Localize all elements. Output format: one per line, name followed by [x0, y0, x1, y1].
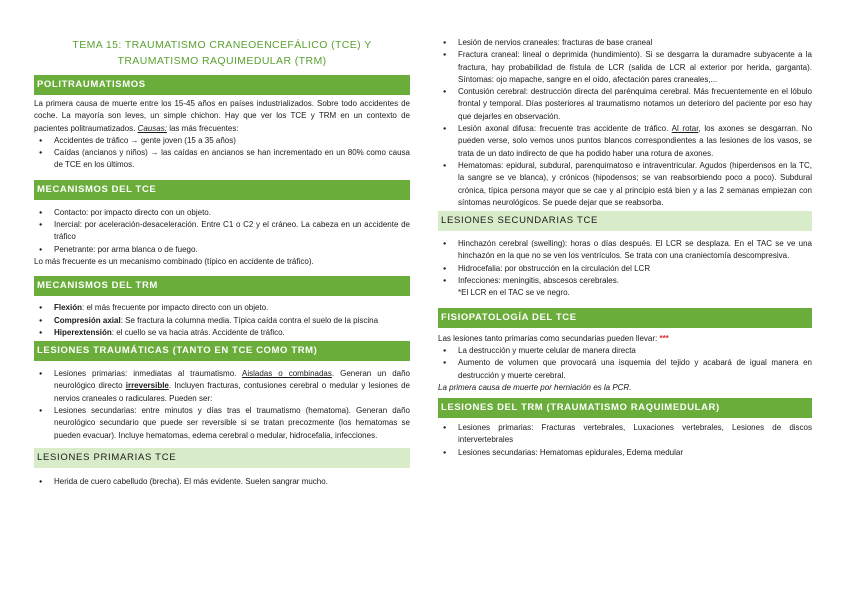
- list-item: [34, 327, 410, 339]
- list-item: [438, 123, 812, 160]
- list-item: [34, 368, 410, 405]
- list-item: ● Lesiones secundarias: Hematomas epidurales, Edema medular: [438, 447, 812, 459]
- item-term: Flexión: [54, 303, 83, 313]
- list-item: ● Hematomas: epidural, subdural, parenquimatoso e intraventricular. Agudos (hiperdensos en la TC, la sangre se ve blanca), y crónicos (hipodensos; se van reabsorbiendo poco a poco). Subdural crónica, típica persona mayor que se cae y al principio está bien y a las 2 semanas empiezan con síntomas neurológicos. Se puede dejar que se reabsorba.: [438, 160, 812, 209]
- heading-lesiones-secundarias-tce: LESIONES SECUNDARIAS TCE: [438, 211, 812, 231]
- fisio-intro-text: Las lesiones tanto primarias como secundarias pueden llevar:: [438, 333, 660, 343]
- heading-politraumatismos: POLITRAUMATISMOS: [34, 75, 410, 95]
- item-term: Hiperextensión: [54, 327, 112, 337]
- lesiones-primarias-tce-cont-list: [438, 37, 812, 209]
- lcr-note: *El LCR en el TAC se ve negro.: [458, 288, 570, 298]
- list-item: ● Herida de cuero cabelludo (brecha). El más evidente. Suelen sangrar mucho.: [34, 476, 410, 488]
- politrauma-intro: [34, 98, 410, 135]
- lesiones-traumaticas-list: [34, 368, 410, 442]
- mecanismos-tce-list: [34, 207, 410, 256]
- title-line-1: TEMA 15: TRAUMATISMO CRANEOENCEFÁLICO (TCE) Y: [72, 39, 372, 51]
- item-text: Lesiones primarias: inmediatas al traumatismo.: [54, 369, 242, 379]
- heading-lesiones-traumaticas: LESIONES TRAUMÁTICAS (TANTO EN TCE COMO TRM): [34, 341, 410, 361]
- item-text: . Generan un daño neurológico directo: [54, 369, 411, 391]
- politrauma-list: [34, 135, 410, 172]
- page-title: [34, 37, 410, 69]
- item-term: Compresión axial: [54, 315, 121, 325]
- item-text: : Se fractura la columna media. Típica caída contra el suelo de la piscina: [120, 315, 379, 325]
- list-item: ● Contusión cerebral: destrucción directa del parénquima cerebral. Más frecuentemente en el lóbulo frontal y temporal. Días posteriores al traumatismo notamos un deterioro del paciente por eso hay que dejarles en observación.: [438, 86, 812, 123]
- stars-mark: ***: [659, 333, 669, 343]
- title-line-2: TRAUMATISMO RAQUIMEDULAR (TRM): [117, 55, 327, 67]
- item-irreversible: irreversible: [125, 381, 169, 391]
- right-column: [438, 0, 812, 459]
- item-text: Lesión axonal difusa: frecuente tras accidente de tráfico.: [458, 124, 672, 134]
- list-item: ● Fractura craneal: lineal o deprimida (hundimiento). Si se desgarra la duramadre subyacente a la fractura, hay probabilidad de fístula de LCR (salida de LCR al exterior por herida, garganta). Síntomas: ojo mapache, sangre en el oído, afectación pares craneales,...: [438, 49, 812, 86]
- fisio-list: [438, 345, 812, 382]
- list-item: ● Infecciones: meningitis, abscesos cerebrales.: [438, 275, 812, 287]
- list-item: ● Accidentes de tráfico → gente joven (15 a 35 años): [34, 135, 410, 147]
- item-text: . Incluyen fracturas, contusiones cerebral o medular y lesiones de nervios craneales o radiculares. Pueden ser:: [54, 381, 410, 403]
- item-text: , los axones se desgarran. No pueden verse, solo vemos unos puntos blancos correspondientes a las lesiones de los vasos, se trata de un dato indirecto de que ha podido haber una rotura de axones.: [458, 124, 813, 158]
- list-item: [34, 302, 410, 314]
- list-item: ● Aumento de volumen que provocará una isquemia del tejido y acabará de igual manera en destrucción y muerte cerebral.: [438, 357, 812, 382]
- list-item: ● Lesiones primarias: Fracturas vertebrales, Luxaciones vertebrales, Lesiones de discos intervertebrales: [438, 422, 812, 447]
- item-text: : el cuello se va hacia atrás. Accidente de tráfico.: [111, 327, 285, 337]
- lesiones-trm-list: [438, 422, 812, 459]
- lesiones-secundarias-tce-list: [438, 238, 812, 287]
- list-item: ● Hidrocefalia: por obstrucción en la circulación del LCR: [438, 263, 812, 275]
- heading-lesiones-trm: LESIONES DEL TRM (TRAUMATISMO RAQUIMEDULAR): [438, 398, 812, 418]
- lesiones-primarias-tce-list: [34, 476, 410, 488]
- heading-fisiopatologia: FISIOPATOLOGÍA DEL TCE: [438, 308, 812, 328]
- list-item: ● La destrucción y muerte celular de manera directa: [438, 345, 812, 357]
- item-underlined: Aisladas o combinadas: [241, 369, 332, 379]
- politrauma-intro-tail: las más frecuentes:: [166, 123, 239, 133]
- heading-lesiones-primarias-tce: LESIONES PRIMARIAS TCE: [34, 448, 410, 468]
- mecanismos-tce-note: Lo más frecuente es un mecanismo combinado (típico en accidente de tráfico).: [34, 256, 314, 266]
- heading-mecanismos-trm: MECANISMOS DEL TRM: [34, 276, 410, 296]
- mecanismos-trm-list: [34, 302, 410, 339]
- item-underlined: Al rotar: [671, 124, 699, 134]
- list-item: [34, 315, 410, 327]
- list-item: ● Lesiones secundarias: entre minutos y días tras el traumatismo (hematoma). Generan daño neurológico secundario que puede ser reversible si se tratan precozmente (los hematomas se pueden evacuar). Incluye hematomas, edema cerebral o medular, hidrocefalia, infecciones.: [34, 405, 410, 442]
- fisio-note: La primera causa de muerte por herniación es la PCR.: [438, 382, 632, 392]
- heading-mecanismos-tce: MECANISMOS DEL TCE: [34, 180, 410, 200]
- list-item: ● Hinchazón cerebral (swelling): horas o días después. El LCR se desplaza. En el TAC se ve una hinchazón en la que no se ven los ventrículos. Se trata con una craniectomía descompresiva.: [438, 238, 812, 263]
- fisio-intro: [438, 333, 812, 345]
- list-item: ● Contacto: por impacto directo con un objeto.: [34, 207, 410, 219]
- item-text: : el más frecuente por impacto directo con un objeto.: [82, 303, 269, 313]
- list-item: ● Penetrante: por arma blanca o de fuego.: [34, 244, 410, 256]
- list-item: ● Lesión de nervios craneales: fracturas de base craneal: [438, 37, 812, 49]
- politrauma-intro-text: La primera causa de muerte entre los 15-45 años en países industrializados. Sobre todo accidentes de coche. La mayoría son leves, un simple chichon. Hay que ver los TCE y TRM en un contexto de pacientes politraumatizados.: [34, 99, 410, 133]
- left-column: [34, 0, 410, 488]
- causas-label: Causas:: [137, 123, 167, 133]
- list-item: ● Inercial: por aceleración-desaceleración. Entre C1 o C2 y el cráneo. La cabeza en un accidente de tráfico: [34, 219, 410, 244]
- list-item: ● Caídas (ancianos y niños) → las caídas en ancianos se han incrementado en un 80% como causa de TCE en los últimos.: [34, 147, 410, 172]
